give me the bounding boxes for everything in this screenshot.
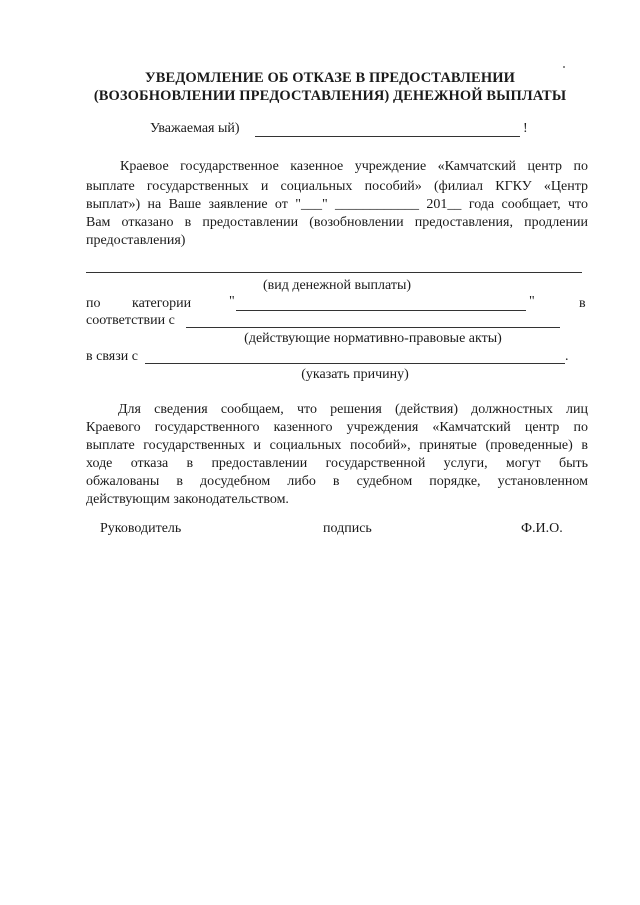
signature-label: подпись: [323, 521, 372, 536]
paragraph-line: Для сведения сообщаем, что решения (действия) должностных лиц: [118, 402, 588, 417]
category-suffix: в: [579, 296, 586, 311]
signature-name-label: Ф.И.О.: [521, 521, 563, 536]
scan-dot: [563, 66, 565, 68]
paragraph-line: выплате государственных и социальных пособий» (филиал КГКУ «Центр: [86, 179, 588, 194]
paragraph-line: Краевого государственного казенного учреждения «Камчатский центр по: [86, 420, 588, 435]
greeting-text: Уважаемая ый): [150, 121, 240, 136]
payment-type-caption: (вид денежной выплаты): [262, 278, 412, 293]
paragraph-line: ходе отказа в предоставлении государственной услуги, могут быть: [86, 456, 588, 471]
signature-position: Руководитель: [100, 521, 182, 536]
reason-end: .: [565, 349, 569, 364]
paragraph-line: выплате государственных и социальных пособий», принятые (проведенные) в: [86, 438, 588, 453]
document-title-line-1: УВЕДОМЛЕНИЕ ОБ ОТКАЗЕ В ПРЕДОСТАВЛЕНИИ: [145, 70, 515, 86]
category-prefix: по: [86, 296, 101, 311]
paragraph-line: действующим законодательством.: [86, 492, 289, 507]
paragraph-line: предоставления): [86, 233, 186, 248]
category-line: [236, 310, 526, 311]
category-word: категории: [132, 296, 192, 311]
reason-caption: (указать причину): [301, 367, 409, 382]
greeting-exclamation: !: [523, 121, 528, 136]
paragraph-line: выплат») на Ваше заявление от "___" ____________ 201__ года сообщает, что: [86, 197, 588, 212]
category-close-quote: ": [529, 294, 535, 309]
accordance-line: [186, 327, 560, 328]
paragraph-line: Краевое государственное казенное учреждение «Камчатский центр по: [120, 159, 588, 174]
reason-prefix: в связи с: [86, 349, 138, 364]
paragraph-line: обжалованы в досудебном либо в судебном порядке, установленном: [86, 474, 588, 489]
document-title-line-2: (ВОЗОБНОВЛЕНИИ ПРЕДОСТАВЛЕНИЯ) ДЕНЕЖНОЙ ВЫПЛАТЫ: [93, 88, 567, 104]
paragraph-line: Вам отказано в предоставлении (возобновлении предоставления, продлении: [86, 215, 588, 230]
addressee-name-line: [255, 136, 520, 137]
payment-type-line: [86, 272, 582, 273]
accordance-prefix: соответствии с: [86, 313, 175, 328]
reason-line: [145, 363, 565, 364]
acts-caption: (действующие нормативно-правовые акты): [244, 331, 502, 346]
category-open-quote: ": [229, 294, 235, 309]
